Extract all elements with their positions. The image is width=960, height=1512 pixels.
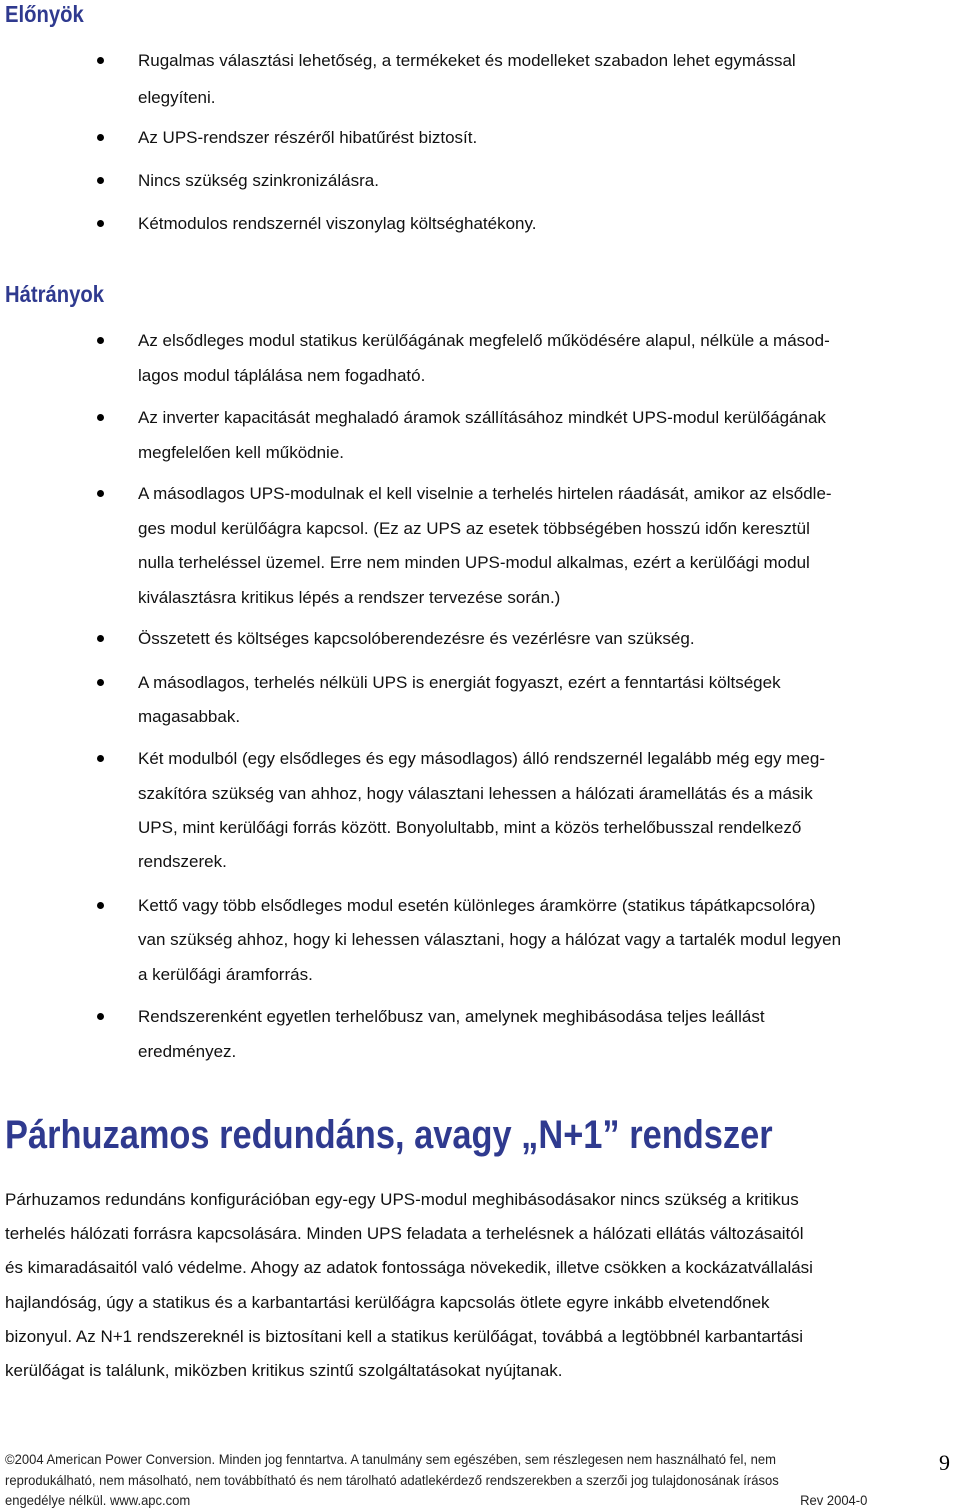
list-item-continuation: eredményez. bbox=[138, 1042, 237, 1061]
list-item: A másodlagos, terhelés nélküli UPS is energiát fogyaszt, ezért a fenntartási költségek bbox=[138, 673, 781, 692]
list-item: Rugalmas választási lehetőség, a termékeket és modelleket szabadon lehet egymással bbox=[138, 51, 796, 70]
copyright-line: reprodukálható, nem másolható, nem továbbítható és nem tárolható adatlekérdező rendszerekben a szerzői jog tulajdonosának írásos bbox=[5, 1472, 779, 1488]
bullet-icon bbox=[97, 635, 104, 642]
list-item-continuation: van szükség ahhoz, hogy ki lehessen választani, hogy a hálózat vagy a tartalék modul legyen bbox=[138, 930, 842, 949]
bullet-icon bbox=[97, 134, 104, 141]
bullet-icon bbox=[97, 679, 104, 686]
list-item-continuation: nulla terheléssel üzemel. Erre nem minden UPS-modul alkalmas, ezért a kerülőági modul bbox=[138, 553, 810, 572]
copyright-icon: © bbox=[5, 1451, 15, 1467]
bullet-icon bbox=[97, 220, 104, 227]
paragraph-line: bizonyul. Az N+1 rendszereknél is biztosítani kell a statikus kerülőágat, továbbá a legtöbbnél karbantartási bbox=[5, 1327, 804, 1346]
list-item: Az inverter kapacitását meghaladó áramok szállításához mindkét UPS-modul kerülőágának bbox=[138, 408, 826, 427]
list-item: Rendszerenként egyetlen terhelőbusz van, amelynek meghibásodása teljes leállást bbox=[138, 1007, 765, 1026]
paragraph-line: Párhuzamos redundáns konfigurációban egy-egy UPS-modul meghibásodásakor nincs szükség a kritikus bbox=[5, 1190, 799, 1209]
list-item: Kettő vagy több elsődleges modul esetén különleges áramkörre (statikus tápátkapcsolóra) bbox=[138, 896, 816, 915]
list-item: A másodlagos UPS-modulnak el kell viselnie a terhelés hirtelen ráadását, amikor az elsődle- bbox=[138, 484, 832, 503]
list-item-continuation: rendszerek. bbox=[138, 852, 227, 871]
list-item: Kétmodulos rendszernél viszonylag költséghatékony. bbox=[138, 214, 537, 233]
list-item: Az elsődleges modul statikus kerülőágának megfelelő működésére alapul, nélküle a másod- bbox=[138, 331, 830, 350]
bullet-icon bbox=[97, 490, 104, 497]
list-item-continuation: elegyíteni. bbox=[138, 88, 216, 107]
copyright-line: ©2004 American Power Conversion. Minden jog fenntartva. A tanulmány sem egészében, sem részlegesen nem használható fel, nem bbox=[5, 1451, 776, 1467]
paragraph-line: hajlandóság, úgy a statikus és a karbantartási kerülőágra kapcsolás ötlete egyre inkább elvetendőnek bbox=[5, 1293, 770, 1312]
bullet-icon bbox=[97, 414, 104, 421]
advantages-heading: Előnyök bbox=[5, 1, 84, 27]
bullet-icon bbox=[97, 57, 104, 64]
list-item: Az UPS-rendszer részéről hibatűrést biztosít. bbox=[138, 128, 478, 147]
bullet-icon bbox=[97, 755, 104, 762]
page-number: 9 bbox=[939, 1450, 950, 1475]
bullet-icon bbox=[97, 1013, 104, 1020]
list-item-continuation: kiválasztásra kritikus lépés a rendszer tervezése során.) bbox=[138, 588, 561, 607]
paragraph-line: kerülőágat is találunk, miközben kritikus szintű szolgáltatásokat nyújtanak. bbox=[5, 1361, 563, 1380]
list-item-continuation: UPS, mint kerülőági forrás között. Bonyolultabb, mint a közös terhelőbusszal rendelkező bbox=[138, 818, 802, 837]
list-item-continuation: lagos modul táplálása nem fogadható. bbox=[138, 366, 426, 385]
list-item: Összetett és költséges kapcsolóberendezésre és vezérlésre van szükség. bbox=[138, 629, 695, 648]
bullet-icon bbox=[97, 902, 104, 909]
disadvantages-heading: Hátrányok bbox=[5, 281, 104, 307]
paragraph-line: és kimaradásaitól való védelme. Ahogy az adatok fontossága növekedik, illetve csökken a kockázatvállalási bbox=[5, 1258, 813, 1277]
list-item: Nincs szükség szinkronizálásra. bbox=[138, 171, 379, 190]
list-item-continuation: ges modul kerülőágra kapcsol. (Ez az UPS az esetek többségében hosszú időn keresztül bbox=[138, 519, 810, 538]
list-item-continuation: magasabbak. bbox=[138, 707, 241, 726]
copyright-line: engedélye nélkül. www.apc.com bbox=[5, 1492, 191, 1508]
list-item: Két modulból (egy elsődleges és egy másodlagos) álló rendszernél legalább még egy meg- bbox=[138, 749, 826, 768]
list-item-continuation: a kerülőági áramforrás. bbox=[138, 965, 313, 984]
list-item-continuation: megfelelően kell működnie. bbox=[138, 443, 345, 462]
bullet-icon bbox=[97, 337, 104, 344]
list-item-continuation: szakítóra szükség van ahhoz, hogy választani lehessen a hálózati áramellátás és a másik bbox=[138, 784, 813, 803]
revision-label: Rev 2004-0 bbox=[799, 1492, 867, 1508]
bullet-icon bbox=[97, 177, 104, 184]
parallel-heading: Párhuzamos redundáns, avagy „N+1” rendszer bbox=[5, 1113, 773, 1157]
paragraph-line: terhelés hálózati forrásra kapcsolására. Minden UPS feladata a terhelésnek a hálózati ellátás változásaitól bbox=[5, 1224, 804, 1243]
